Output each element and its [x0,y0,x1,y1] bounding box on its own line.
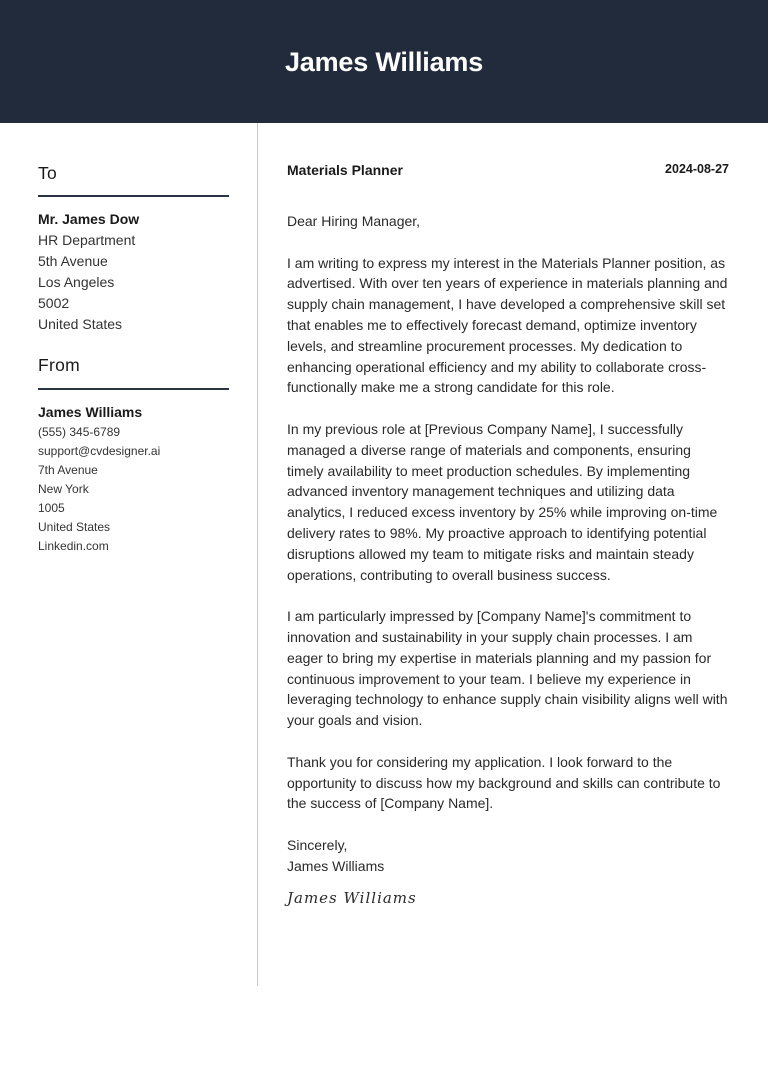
sender-name: James Williams [38,404,143,420]
closing: Sincerely, [287,836,348,853]
from-divider [38,388,229,390]
sender-block [38,402,160,556]
job-title: Materials Planner [287,162,403,178]
to-divider [38,195,229,197]
sender-country: United States [38,520,111,534]
recipient-street: 5th Avenue [38,253,108,269]
recipient-city: Los Angeles [38,274,115,290]
sender-linkedin: Linkedin.com [38,539,109,553]
sender-postcode: 1005 [38,501,65,515]
paragraph-4: Thank you for considering my application. I look forward to the opportunity to discuss how my background and skills can contribute to the success of [Company Name]. [287,753,721,812]
header-banner [0,0,768,123]
sender-street: 7th Avenue [38,463,98,477]
letter-date: 2024-08-27 [665,162,729,176]
recipient-department: HR Department [38,232,136,248]
recipient-block [38,209,139,335]
sender-city: New York [38,482,89,496]
greeting: Dear Hiring Manager, [287,213,421,229]
signature: James Williams [287,889,417,907]
column-divider [257,123,258,986]
recipient-postcode: 5002 [38,295,70,311]
recipient-country: United States [38,316,123,332]
paragraph-3: I am particularly impressed by [Company Name]'s commitment to innovation and sustainability in your supply chain processes. I am eager to bring my expertise in materials planning and my passion for continuous improvement to your team. I believe my experience in leveraging technology to enhance supply chain visibility aligns well with your goals and vision. [287,608,728,729]
letter-content [287,211,729,877]
sender-phone: (555) 345-6789 [38,425,121,439]
sender-email: support@cvdesigner.ai [38,444,161,458]
paragraph-1: I am writing to express my interest in the Materials Planner position, as advertised. With over ten years of experience in materials planning and supply chain management, I have developed a comprehensive skill set that enables me to effectively forecast demand, optimize inventory levels, and streamline procurement processes. My dedication to enhancing operational efficiency and my ability to collaborate cross-functionally make me a strong candidate for this role. [287,254,728,396]
from-heading: From [38,355,81,375]
recipient-name: Mr. James Dow [38,211,140,227]
closing-name: James Williams [287,857,385,874]
to-heading: To [38,163,58,183]
paragraph-2: In my previous role at [Previous Company Name], I successfully managed a diverse range of materials and components, ensuring timely availability to meet production schedules. By implementing advanced inventory management techniques and utilizing data analytics, I reduced excess inventory by 25% while improving on-time delivery rates to 98%. My proactive approach to identifying potential disruptions allowed my team to mitigate risks and maintain steady operations, contributing to overall business success. [287,420,718,583]
applicant-name: James Williams [284,47,484,77]
